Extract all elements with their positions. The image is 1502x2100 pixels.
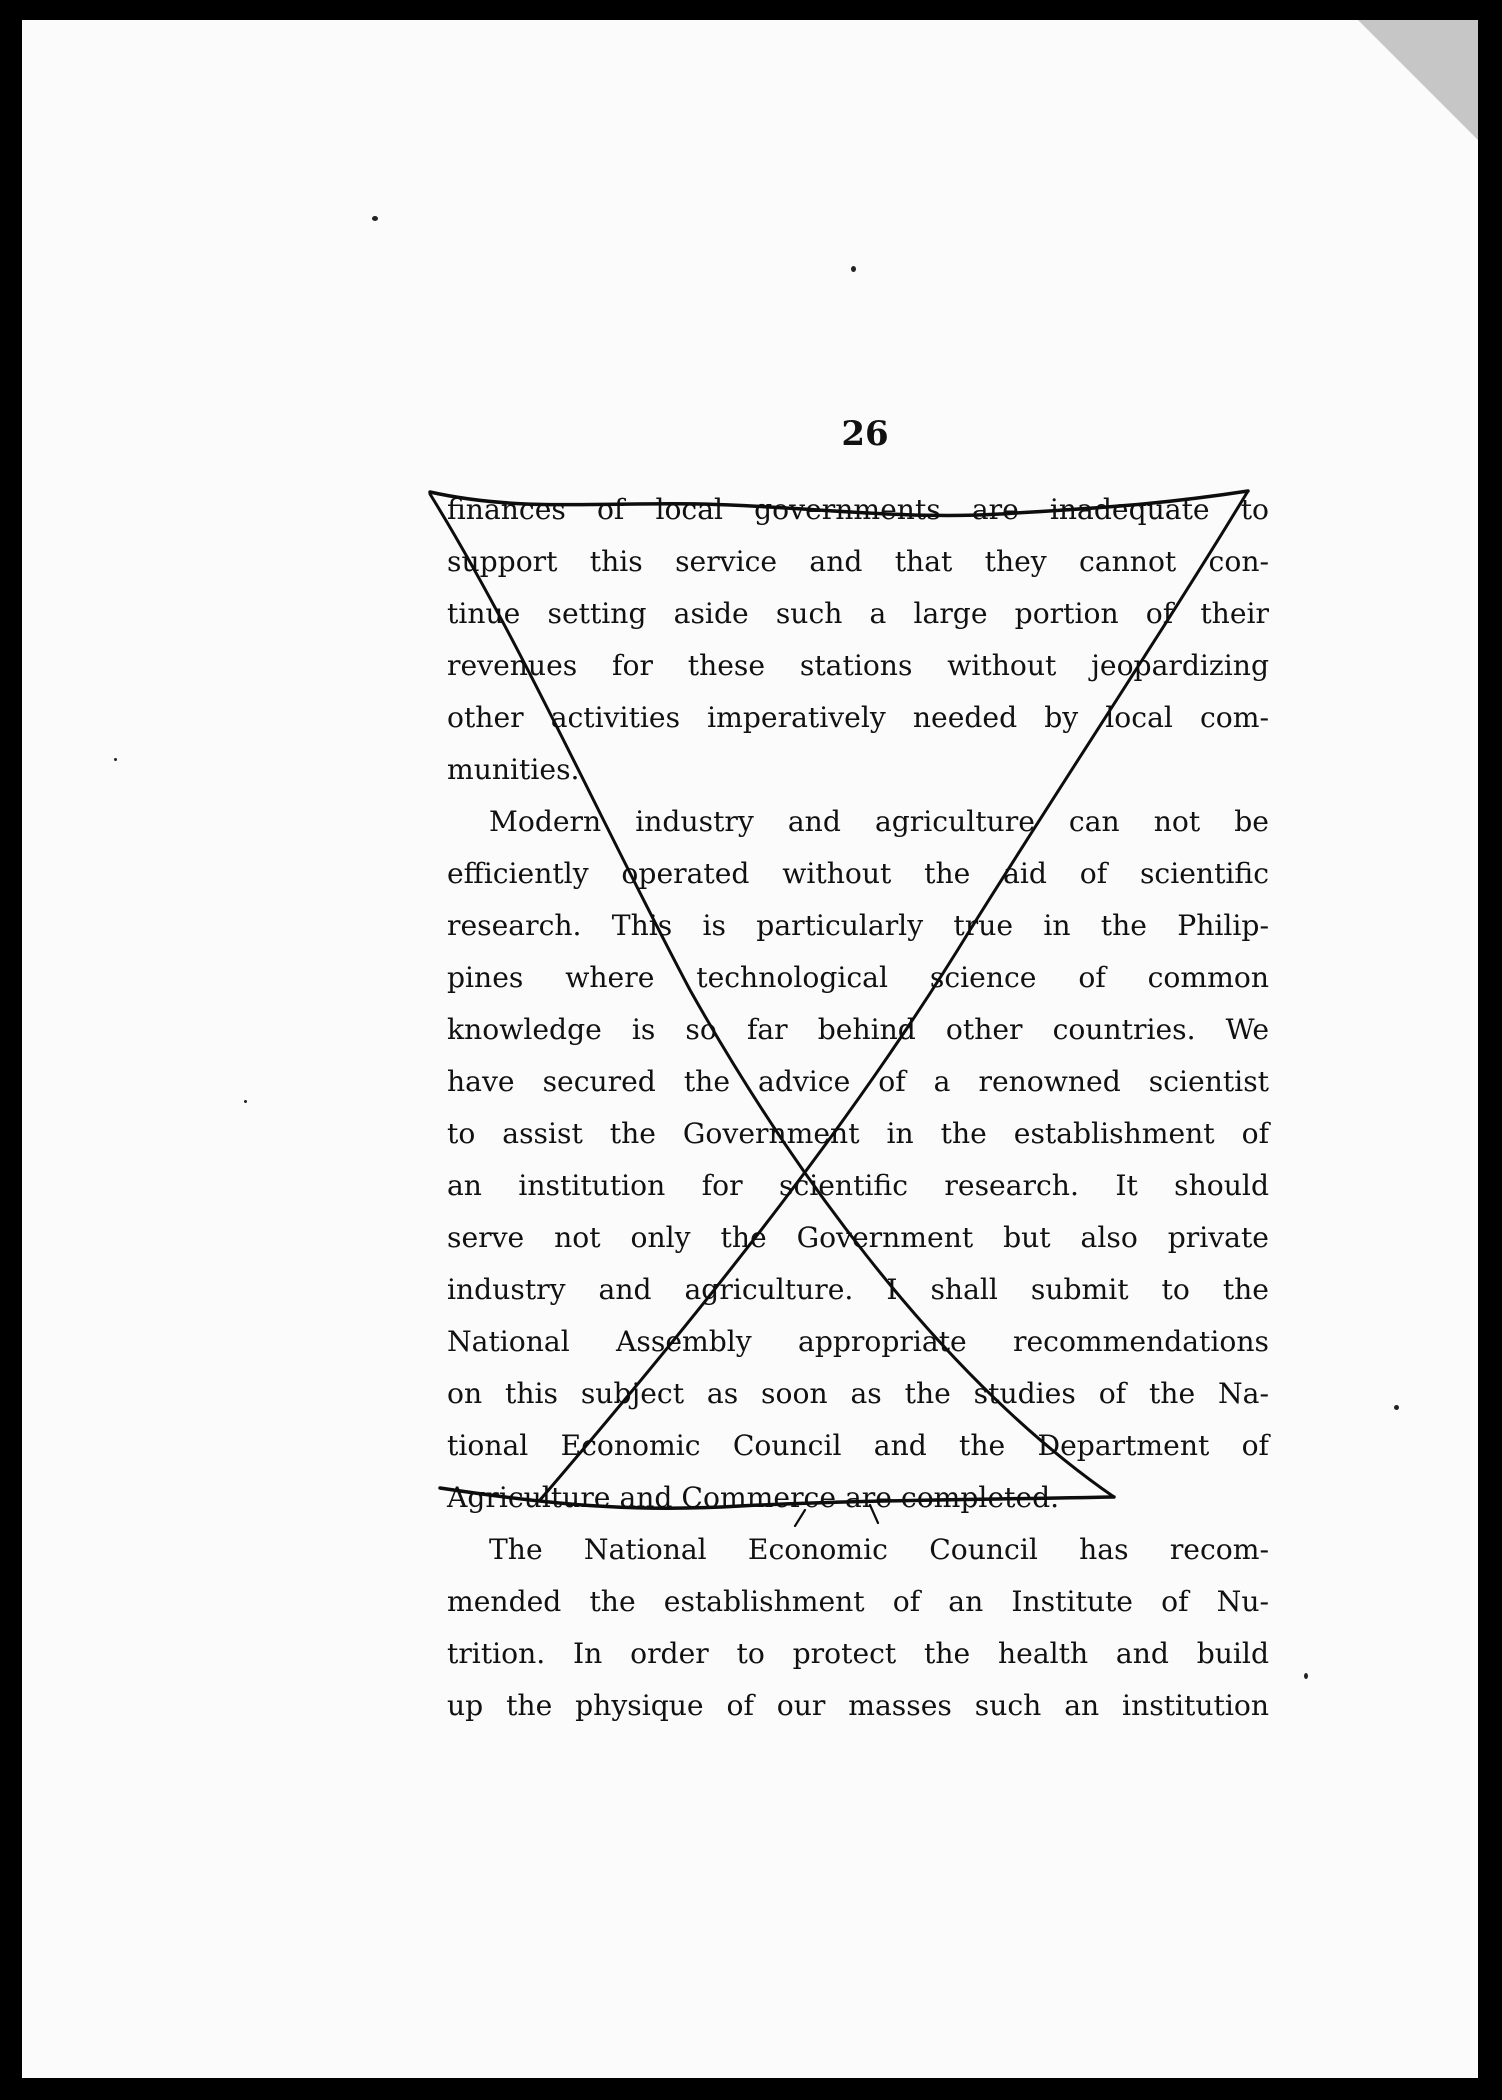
text-line: pines where technological science of common	[447, 961, 1269, 994]
page-number: 26	[841, 414, 889, 454]
torn-corner	[1358, 20, 1478, 140]
text-line: knowledge is so far behind other countries. We	[447, 1013, 1269, 1046]
text-line: Modern industry and agriculture can not be	[489, 805, 1269, 838]
text-line: have secured the advice of a renowned scientist	[447, 1065, 1269, 1098]
dust-speck	[1304, 1673, 1308, 1679]
text-line: Agriculture and Commerce are completed.	[447, 1481, 1060, 1514]
text-line: The National Economic Council has recom-	[489, 1533, 1269, 1566]
text-line: to assist the Government in the establishment of	[447, 1117, 1269, 1150]
text-line: efficiently operated without the aid of scientific	[447, 857, 1269, 890]
text-line: trition. In order to protect the health and build	[447, 1637, 1269, 1670]
dust-speck	[372, 216, 378, 221]
text-line: mended the establishment of an Institute of Nu-	[447, 1585, 1269, 1618]
body-text	[447, 484, 1269, 1732]
dust-speck	[244, 1100, 247, 1103]
text-line: munities.	[447, 753, 580, 786]
text-line: industry and agriculture. I shall submit to the	[447, 1273, 1269, 1306]
text-line: up the physique of our masses such an institution	[447, 1689, 1269, 1722]
text-line: support this service and that they cannot con-	[447, 545, 1269, 578]
text-line: research. This is particularly true in the Philip-	[447, 909, 1269, 942]
text-line: revenues for these stations without jeopardizing	[447, 649, 1269, 682]
dust-speck	[1394, 1405, 1399, 1410]
text-line: an institution for scientific research. It should	[447, 1169, 1269, 1202]
dust-speck	[114, 758, 117, 761]
text-line: other activities imperatively needed by local com-	[447, 701, 1269, 734]
text-line: finances of local governments are inadequate to	[447, 493, 1269, 526]
dust-speck	[851, 266, 856, 272]
text-line: National Assembly appropriate recommendations	[447, 1325, 1269, 1358]
text-line: on this subject as soon as the studies of the Na-	[447, 1377, 1269, 1410]
text-line: tinue setting aside such a large portion of their	[447, 597, 1269, 630]
text-line: tional Economic Council and the Department of	[447, 1429, 1269, 1462]
text-line: serve not only the Government but also private	[447, 1221, 1269, 1254]
